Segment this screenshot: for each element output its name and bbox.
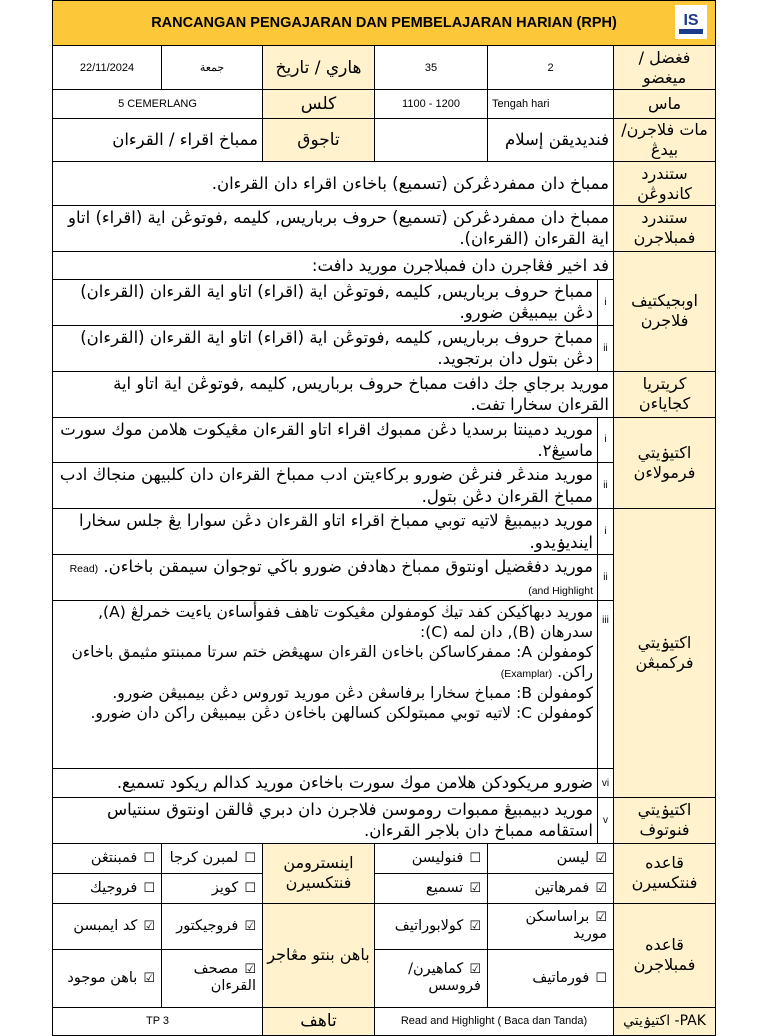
- checkbox-empty-icon[interactable]: ☐: [595, 970, 607, 986]
- skill-option[interactable]: [488, 843, 614, 873]
- label-skills: قاعده فنتكسيرن: [614, 843, 716, 903]
- topic-value: ممباخ اقراء / القرءان: [53, 119, 263, 162]
- label-class: كلس: [263, 90, 375, 119]
- label-induction: اکتيۏيتي فرمولاءن: [614, 417, 716, 509]
- label-learning-standard: ستندرد فمبلاجرن: [614, 206, 716, 252]
- teaching-option[interactable]: [375, 903, 488, 949]
- teaching-option[interactable]: [375, 949, 488, 1007]
- label-learning-area: مات فلاجرن/ بيدڠ: [614, 119, 716, 162]
- label-content-standard: ستندرد كاندوڠن: [614, 162, 716, 206]
- label-time: ماس: [614, 90, 716, 119]
- class-name: 5 CEMERLANG: [53, 90, 263, 119]
- day-name: جمعة: [162, 46, 263, 90]
- label-teaching: قاعده فمبلاجرن: [614, 903, 716, 1007]
- development-note: (Read and Highlight): [69, 563, 593, 597]
- label-assessment-tools: اينسترومن فنتكسيرن: [263, 843, 375, 903]
- development-number: i: [598, 509, 614, 555]
- checkbox-empty-icon[interactable]: ☐: [143, 880, 155, 896]
- development-item: موريد دبيمبيڠ لاتيه توبي ممباخ اقراء اتاو القرءان دڠن سوارا يڠ جلس سخارا ايندیۏيدو.: [53, 509, 598, 555]
- skill-option[interactable]: [375, 873, 488, 903]
- skill-option[interactable]: [375, 843, 488, 873]
- label-criteria: كريتريا كجاياءن: [614, 371, 716, 417]
- title-text: RANCANGAN PENGAJARAN DAN PEMBELAJARAN HARIAN (RPH): [151, 15, 617, 31]
- checkbox-empty-icon[interactable]: ☐: [469, 850, 481, 866]
- school-logo-icon: [675, 5, 707, 39]
- objective-item: ممباخ حروف برباريس, كليمه ,فوتوڠن اية (اقراء) اتاو اية القرءان (القرءان) دڠن بتول دان برتجويد.: [53, 325, 598, 371]
- checkbox-empty-icon[interactable]: ☐: [143, 850, 155, 866]
- induction-item: موريد مندڠر فنرڠن ضورو برکاءيتن ادب ممباخ القرءان دان كلبيهن منجاڬ ادب ممباخ القرءان دڠن بتول.: [53, 463, 598, 509]
- option-label: كماهيرن/فروسس: [408, 960, 481, 995]
- group-a-text: کومفولن A: ممفرکاساکن باخاءن القرءان سهيڠض ختم سرتا ممبنتو مثيمق باخاءن راكن.: [71, 643, 593, 682]
- option-label: كولابوراتيف: [394, 917, 464, 934]
- checkbox-checked-icon[interactable]: ☑: [143, 970, 155, 986]
- checkbox-checked-icon[interactable]: ☑: [244, 961, 256, 977]
- group-c: کومفولن C: لاتيه توبي ممبتولکن کسالهن باخاءن دڠن بيمبيڠن راكن دان ضورو.: [90, 703, 593, 722]
- checkbox-checked-icon[interactable]: ☑: [469, 918, 481, 934]
- rph-form: [52, 0, 715, 1036]
- checkbox-checked-icon[interactable]: ☑: [143, 918, 155, 934]
- date-value: 22/11/2024: [53, 46, 162, 90]
- skill-option[interactable]: [488, 873, 614, 903]
- form-title: [53, 1, 716, 46]
- skill-option[interactable]: [53, 873, 162, 903]
- checkbox-checked-icon[interactable]: ☑: [469, 880, 481, 896]
- closure-text: موريد دبيمبيڠ ممبوات روموسن فلاجرن دان دبري ڤالقن اونتوق سنتياس استقامه ممباخ دان بلاجر القرءان.: [53, 798, 598, 844]
- option-label: تسميع: [425, 879, 464, 896]
- teaching-option[interactable]: [53, 949, 162, 1007]
- teaching-option[interactable]: [162, 949, 263, 1007]
- development-number: iii: [598, 601, 614, 769]
- option-label: ليسن: [556, 849, 590, 866]
- option-label: كد ايمبسن: [73, 917, 138, 934]
- subject-value: فنديديقن إسلام: [488, 119, 614, 162]
- induction-item: موريد دمينتا برسديا دڠن ممبوك اقراء اتاو القرءان مڠيكوت هلامن موك سورت ماسيڠ٢.: [53, 417, 598, 463]
- day-number: 35: [375, 46, 488, 90]
- label-closure: اکتيۏيتي فنوتوف: [614, 798, 716, 844]
- option-label: فروجيك: [89, 879, 138, 896]
- option-label: لمبرن كرجا: [169, 849, 239, 866]
- group-b: کومفولن B: ممباخ سخارا برفاسڠن دڠن موريد توروس دڠن بيمبيڠن ضورو.: [112, 683, 593, 702]
- label-development: اکتيۏيتي فرکمبڠن: [614, 509, 716, 798]
- groups-intro: موريد دبهاڬيکن کفد تيڬ کومفولن مڠيكوت تاهف ففوأساءن ياءيت خمرلڠ (A), سدرهان (B), دان لمه (C):: [98, 603, 593, 642]
- option-label: مصحف القرءان: [193, 960, 256, 995]
- learning-standard-text: ممباخ دان ممفردڠرکن (تسميع) حروف برباريس, كليمه ,فوتوڠن اية (اقراء) اتاو اية القرءان (القرءان).: [53, 206, 614, 252]
- option-label: فورماتيف: [532, 969, 590, 986]
- skill-option[interactable]: [53, 843, 162, 873]
- level-value: TP 3: [53, 1007, 263, 1035]
- time-period: Tengah hari: [488, 90, 614, 119]
- label-topic: تاجوق: [263, 119, 375, 162]
- group-a: [57, 642, 593, 682]
- group-a-note: (Examplar): [500, 668, 553, 681]
- label-day: هاري / تاريخ: [263, 46, 375, 90]
- option-label: فمبنتڠن: [90, 849, 138, 866]
- checkbox-checked-icon[interactable]: ☑: [595, 850, 607, 866]
- option-label: كويز: [211, 879, 239, 896]
- label-subject: فغضل / ميغضو: [614, 46, 716, 90]
- option-label: فنوليسن: [411, 849, 464, 866]
- checkbox-checked-icon[interactable]: ☑: [469, 961, 481, 977]
- checkbox-empty-icon[interactable]: ☐: [244, 850, 256, 866]
- development-item: ضورو مريكودکن هلامن موك سورت باخاءن موريد كدالم ريكود تسميع.: [53, 769, 598, 798]
- objective-number: ii: [598, 325, 614, 371]
- closure-number: v: [598, 798, 614, 844]
- option-label: براساسكن موريد: [525, 908, 607, 943]
- blank-cell: [375, 119, 488, 162]
- skill-option[interactable]: [162, 873, 263, 903]
- label-pak: اكتيۏيتي -PAK: [614, 1007, 716, 1035]
- induction-number: ii: [598, 463, 614, 509]
- induction-number: i: [598, 417, 614, 463]
- teaching-option[interactable]: [162, 903, 263, 949]
- teaching-option[interactable]: [53, 903, 162, 949]
- development-item: [53, 555, 598, 601]
- label-level: تاهف: [263, 1007, 375, 1035]
- skill-option[interactable]: [162, 843, 263, 873]
- pak-activity: Read and Highlight ( Baca dan Tanda): [375, 1007, 614, 1035]
- checkbox-checked-icon[interactable]: ☑: [244, 918, 256, 934]
- development-text: موريد دفڠضيل اونتوق ممباخ دهادفن ضورو باڬي توجوان سيمقن باخاءن.: [103, 557, 593, 577]
- option-label: فمرهاتين: [534, 879, 590, 896]
- label-teaching-aids: باهن بنتو مڠاجر: [263, 903, 375, 1007]
- option-label: فروجيكتور: [176, 917, 239, 934]
- objectives-intro: فد اخير فڠاجرن دان فمبلاجرن موريد دافت:: [53, 251, 614, 279]
- option-label: باهن موجود: [67, 969, 138, 986]
- checkbox-checked-icon[interactable]: ☑: [595, 909, 607, 925]
- checkbox-checked-icon[interactable]: ☑: [595, 880, 607, 896]
- objective-item: ممباخ حروف برباريس, كليمه ,فوتوڠن اية (اقراء) اتاو اية القرءان (القرءان) دڠن بيمبيڠن ضورو.: [53, 279, 598, 325]
- time-range: 1100 - 1200: [375, 90, 488, 119]
- week-number: 2: [488, 46, 614, 90]
- teaching-option[interactable]: [488, 949, 614, 1007]
- teaching-option[interactable]: [488, 903, 614, 949]
- content-standard-text: ممباخ دان ممفردڠرکن (تسميع) باخاءن اقراء دان القرءان.: [53, 162, 614, 206]
- development-number: ii: [598, 555, 614, 601]
- development-item-groups: [53, 601, 598, 769]
- criteria-text: موريد برجاي جك دافت ممباخ حروف برباريس, كليمه ,فوتوڠن اية اتاو اية القرءان سخارا تفت.: [53, 371, 614, 417]
- rph-table: [52, 0, 716, 1036]
- objective-number: i: [598, 279, 614, 325]
- development-number: vi: [598, 769, 614, 798]
- svg-text:IS: IS: [683, 12, 699, 29]
- checkbox-empty-icon[interactable]: ☐: [244, 880, 256, 896]
- label-objectives: اوبجيکتيف فلاجرن: [614, 251, 716, 371]
